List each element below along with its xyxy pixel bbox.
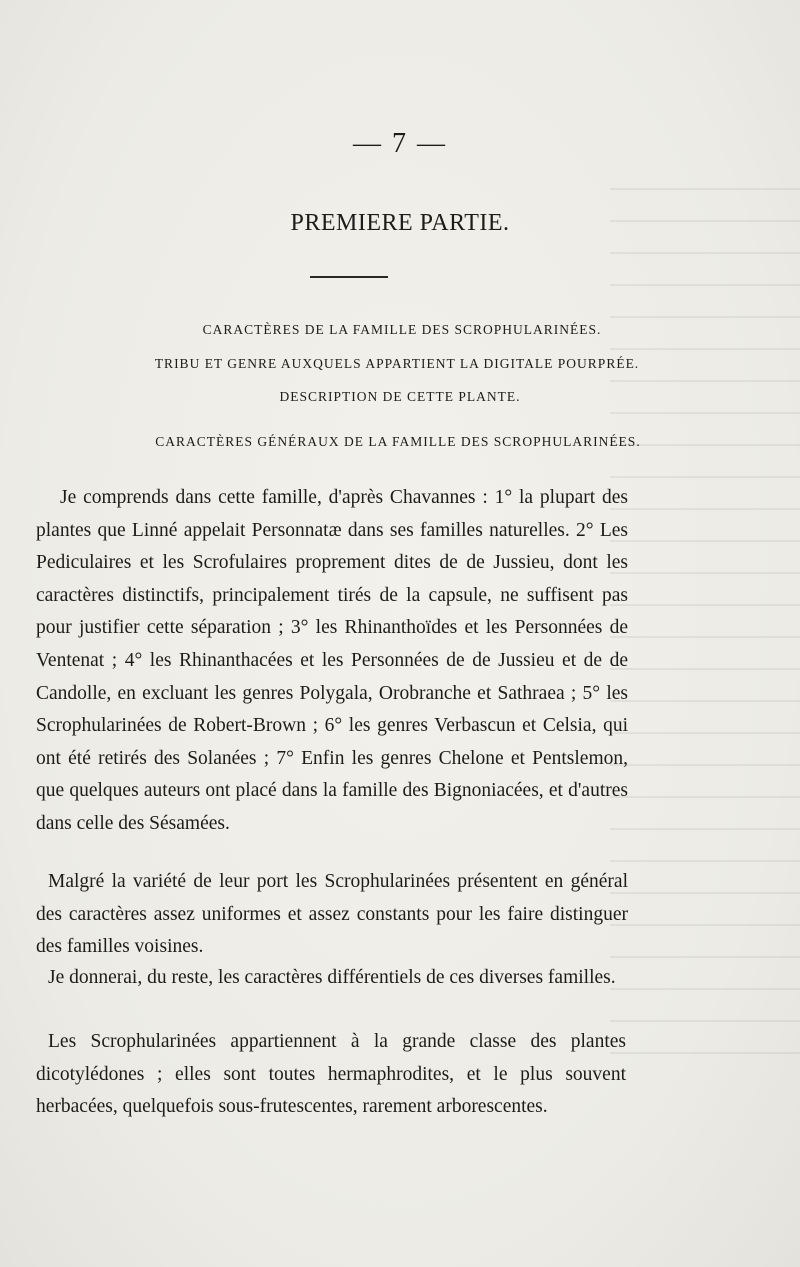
section-heading: CARACTÈRES GÉNÉRAUX DE LA FAMILLE DES SCROPHULARINÉES. xyxy=(155,434,641,449)
part-title: PREMIERE PARTIE. xyxy=(290,210,510,236)
paragraph: Je donnerai, du reste, les caractères différentiels de ces diverses familles. xyxy=(48,967,616,988)
paragraph: Les Scrophularinées appartiennent à la grande classe des plantes dicotylédones ; elles sont toutes hermaphrodites, et le plus souvent herbacées, quelquefois sous-frutescentes, rarement arborescentes. xyxy=(36,1031,626,1118)
paragraph: Malgré la variété de leur port les Scrophularinées présentent en général des caractères assez uniformes et assez constants pour les faire distinguer des familles voisines. xyxy=(36,871,628,958)
section-heading: DESCRIPTION DE CETTE PLANTE. xyxy=(279,389,521,404)
section-heading: CARACTÈRES DE LA FAMILLE DES SCROPHULARINÉES. xyxy=(202,322,602,337)
page-number: — 7 — xyxy=(353,128,447,159)
title-rule xyxy=(310,276,388,278)
section-heading: TRIBU ET GENRE AUXQUELS APPARTIENT LA DIGITALE POURPRÉE. xyxy=(154,356,640,371)
paragraph: Je comprends dans cette famille, d'après Chavannes : 1° la plupart des plantes que Linné appelait Personnatæ dans ses familles naturelles. 2° Les Pediculaires et les Scrofulaires proprement dites de de Jussieu, dont les caractères distinctifs, principalement tirés de la capsule, ne suffisent pas pour justifier cette séparation ; 3° les Rhinanthoïdes et les Personnées de Ventenat ; 4° les Rhinanthacées et les Personnées de de Jussieu et de de Candolle, en excluant les genres Polygala, Orobranche et Sathraea ; 5° les Scrophularinées de Robert-Brown ; 6° les genres Verbascun et Celsia, qui ont été retirés des Solanées ; 7° Enfin les genres Chelone et Pentslemon, que quelques auteurs ont placé dans la famille des Bignoniacées, et d'autres dans celle des Sésamées. xyxy=(36,487,628,834)
show-through-text xyxy=(610,170,800,1070)
